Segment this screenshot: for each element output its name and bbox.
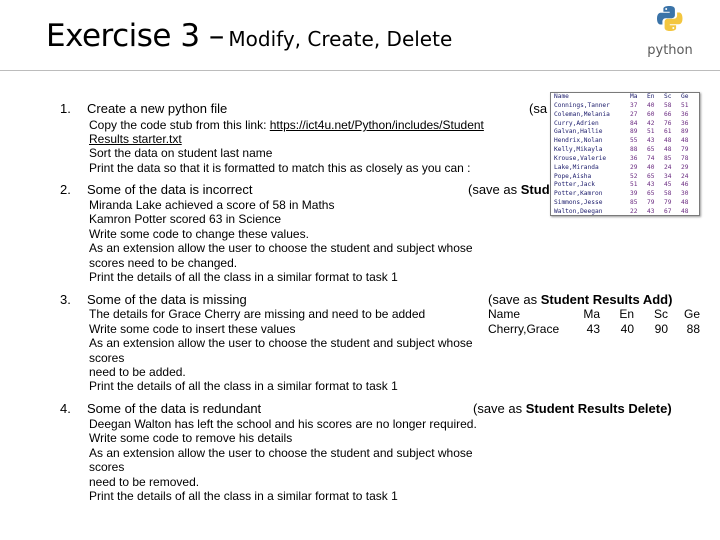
slide-title-main: Exercise 3 – <box>46 18 224 54</box>
table-cell: 43 <box>647 137 655 145</box>
header-cell: Ma <box>630 93 638 100</box>
task-3-line: need to be added. <box>89 365 186 379</box>
task-1-line: Sort the data on student last name <box>89 146 273 160</box>
task-4-line: Print the details of all the class in a similar format to task 1 <box>89 489 398 503</box>
table-cell: 67 <box>664 207 672 215</box>
table-cell: 40 <box>647 101 655 109</box>
table-cell: 61 <box>664 128 672 136</box>
add-table-header <box>488 307 700 322</box>
task-2-line: Write some code to change these values. <box>89 227 309 241</box>
table-row <box>551 146 699 155</box>
table-cell: 45 <box>664 181 672 189</box>
table-cell: 40 <box>647 163 655 171</box>
table-row <box>551 199 699 208</box>
task-4-heading: Some of the data is redundant <box>87 401 262 416</box>
table-cell: 51 <box>681 101 689 109</box>
table-cell: 58 <box>664 190 672 198</box>
table-cell: 55 <box>630 137 638 145</box>
table-row <box>551 164 699 173</box>
task-1-link-cont[interactable] <box>89 132 182 146</box>
table-cell: 79 <box>664 199 672 207</box>
task-4-save-note <box>473 401 672 416</box>
table-cell: Potter,Jack <box>554 181 595 189</box>
table-cell: 90 <box>654 322 668 336</box>
table-cell: 79 <box>647 199 655 207</box>
task-3-line: As an extension allow the user to choose the student and subject whose <box>89 336 473 350</box>
task-3-heading: Some of the data is missing <box>87 292 247 307</box>
task-3-line: Print the details of all the class in a similar format to task 1 <box>89 379 398 393</box>
table-cell: 48 <box>664 146 672 154</box>
add-table-row <box>488 322 700 337</box>
task-4-line: scores <box>89 460 125 474</box>
table-row <box>551 128 699 137</box>
table-cell: 29 <box>681 163 689 171</box>
table-cell: 52 <box>630 172 638 180</box>
task-4-number: 4. <box>60 401 71 416</box>
task-2-line: Miranda Lake achieved a score of 58 in Maths <box>89 198 335 212</box>
task-2-save-file: Stud <box>520 182 550 197</box>
table-cell: 48 <box>681 207 689 215</box>
task-2-save-prefix: (save as <box>468 182 521 197</box>
task-1-number: 1. <box>60 101 71 116</box>
sample-table-header <box>551 93 699 102</box>
starter-code-link-cont[interactable]: Results starter.txt <box>89 132 182 146</box>
table-cell: 89 <box>681 128 689 136</box>
table-cell: 51 <box>647 128 655 136</box>
table-cell: Potter,Kamron <box>554 190 603 198</box>
table-cell: 65 <box>647 146 655 154</box>
task-1-line <box>89 118 484 132</box>
table-cell: 48 <box>681 137 689 145</box>
table-row <box>551 102 699 111</box>
task-2-line: Print the details of all the class in a similar format to task 1 <box>89 270 398 284</box>
slide-title <box>46 18 452 54</box>
table-cell: Walton,Deegan <box>554 207 603 215</box>
task-4-line: As an extension allow the user to choose the student and subject whose <box>89 446 473 460</box>
task-1-save-prefix: (sa <box>529 101 548 116</box>
table-cell: 39 <box>630 190 638 198</box>
table-cell: 88 <box>686 322 700 336</box>
task-3-save-file: Student Results Add) <box>540 292 673 307</box>
table-cell: 76 <box>664 119 672 127</box>
table-cell: 85 <box>630 199 638 207</box>
table-cell: 24 <box>664 163 672 171</box>
table-row <box>551 190 699 199</box>
task-2-line: scores need to be changed. <box>89 256 238 270</box>
table-row <box>551 181 699 190</box>
python-logo-icon <box>645 4 695 58</box>
table-cell: 46 <box>681 181 689 189</box>
starter-code-link[interactable]: https://ict4u.net/Python/includes/Student <box>269 118 484 132</box>
table-row <box>551 120 699 129</box>
table-row <box>551 111 699 120</box>
task-1-line: Print the data so that it is formatted to match this as closely as you can : <box>89 161 471 175</box>
header-cell: En <box>619 307 634 321</box>
task-3-save-note <box>488 292 672 307</box>
table-cell: 36 <box>681 110 689 118</box>
table-cell: 60 <box>647 110 655 118</box>
table-row <box>551 137 699 146</box>
table-cell: 43 <box>647 207 655 215</box>
task-4-save-prefix: (save as <box>473 401 526 416</box>
table-cell: 65 <box>647 190 655 198</box>
task-3-line: Write some code to insert these values <box>89 322 296 336</box>
table-cell: Kelly,Mikayla <box>554 146 603 154</box>
task-4-save-file: Student Results Delete) <box>525 401 672 416</box>
table-cell: 48 <box>664 137 672 145</box>
task-4-line: need to be removed. <box>89 475 200 489</box>
table-cell: Hendrix,Nolan <box>554 137 603 145</box>
table-cell: 74 <box>647 154 655 162</box>
table-cell: Simmons,Jesse <box>554 199 603 207</box>
table-cell: 40 <box>620 322 634 336</box>
table-cell: 22 <box>630 207 638 215</box>
task-1-save-note <box>529 101 547 116</box>
table-cell: 51 <box>630 181 638 189</box>
task-3-number: 3. <box>60 292 71 307</box>
table-cell: 84 <box>630 119 638 127</box>
header-cell: Ma <box>583 307 600 321</box>
task-4-line: Write some code to remove his details <box>89 431 293 445</box>
table-row <box>551 173 699 182</box>
table-cell: 88 <box>630 146 638 154</box>
table-cell: 29 <box>630 163 638 171</box>
header-cell: En <box>647 93 655 100</box>
table-row <box>551 208 699 216</box>
task-1-link-intro: Copy the code stub from this link: <box>89 118 270 132</box>
task-2-heading: Some of the data is incorrect <box>87 182 253 197</box>
table-cell: 65 <box>647 172 655 180</box>
table-cell: Galvan,Hallie <box>554 128 603 136</box>
header-cell: Ge <box>683 307 700 321</box>
python-logo-text: python <box>647 43 693 58</box>
task-2-number: 2. <box>60 182 71 197</box>
table-cell: 24 <box>681 172 689 180</box>
task-1-heading: Create a new python file <box>87 101 228 116</box>
task-3-line: The details for Grace Cherry are missing and need to be added <box>89 307 426 321</box>
title-divider <box>0 70 720 71</box>
task-3-line: scores <box>89 351 125 365</box>
table-cell: 30 <box>681 190 689 198</box>
table-cell: Coleman,Melania <box>554 110 610 118</box>
table-cell: Krouse,Valerie <box>554 154 607 162</box>
table-cell: 34 <box>664 172 672 180</box>
table-cell: Cherry,Grace <box>488 322 560 336</box>
task-2-line: Kamron Potter scored 63 in Science <box>89 212 282 226</box>
table-cell: Connings,Tanner <box>554 101 610 109</box>
task-4-line: Deegan Walton has left the school and his scores are no longer required. <box>89 417 477 431</box>
sample-table-body <box>551 102 699 216</box>
table-cell: 43 <box>586 322 600 336</box>
table-cell: 27 <box>630 110 638 118</box>
header-cell: Ge <box>681 93 689 100</box>
table-cell: 36 <box>681 119 689 127</box>
task-2-line: As an extension allow the user to choose the student and subject whose <box>89 241 473 255</box>
table-cell: 58 <box>664 101 672 109</box>
header-cell: Name <box>554 93 569 100</box>
table-cell: 66 <box>664 110 672 118</box>
task-2-save-note <box>468 182 550 197</box>
header-cell: Sc <box>653 307 668 321</box>
table-cell: Pope,Aisha <box>554 172 592 180</box>
table-cell: 36 <box>630 154 638 162</box>
table-cell: Curry,Adrien <box>554 119 599 127</box>
table-cell: 42 <box>647 119 655 127</box>
slide-title-sub: Modify, Create, Delete <box>228 27 453 51</box>
add-record-table <box>488 307 700 337</box>
table-cell: 85 <box>664 154 672 162</box>
table-cell: 48 <box>681 199 689 207</box>
table-cell: 78 <box>681 154 689 162</box>
table-row <box>551 155 699 164</box>
table-cell: 89 <box>630 128 638 136</box>
sample-output-table <box>550 92 700 216</box>
task-3-save-prefix: (save as <box>488 292 541 307</box>
table-cell: 79 <box>681 146 689 154</box>
header-cell: Name <box>488 307 521 321</box>
header-cell: Sc <box>664 93 672 100</box>
table-cell: Lake,Miranda <box>554 163 599 171</box>
table-cell: 43 <box>647 181 655 189</box>
table-cell: 37 <box>630 101 638 109</box>
